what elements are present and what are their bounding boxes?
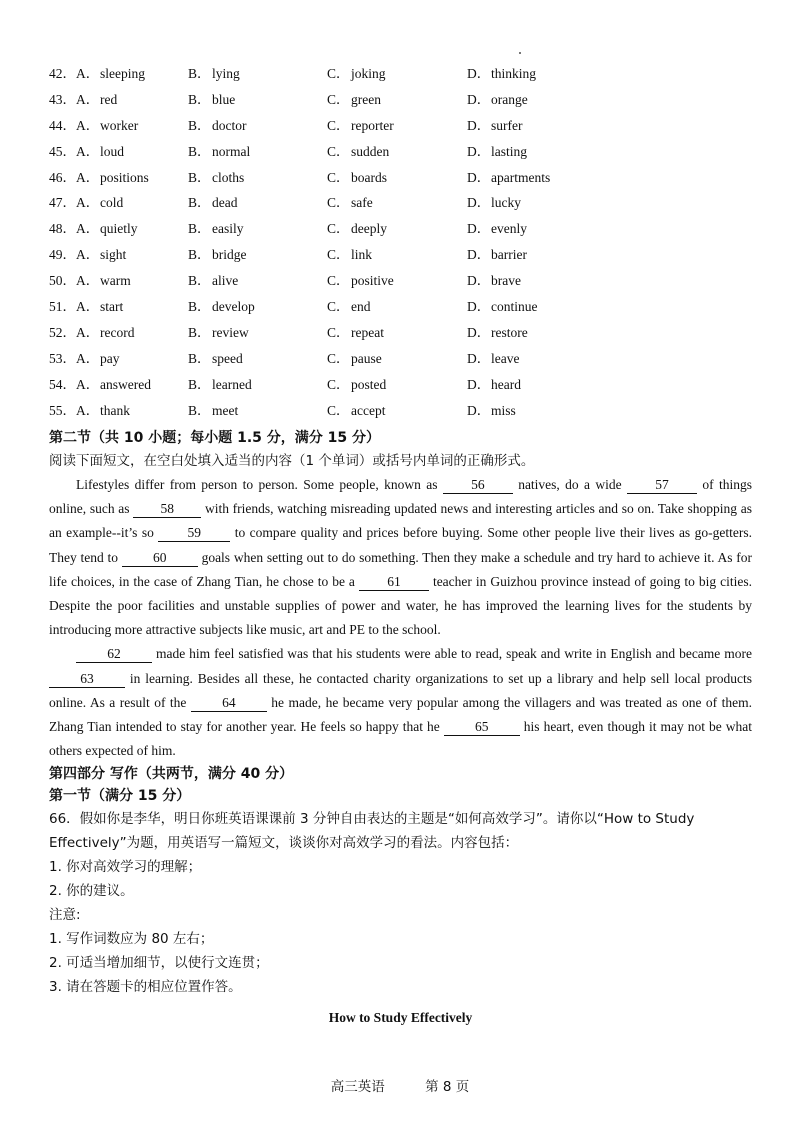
option-text: pause bbox=[351, 350, 382, 366]
option-letter: A． bbox=[76, 247, 100, 263]
option-text: quietly bbox=[100, 221, 138, 237]
option-letter: C． bbox=[327, 247, 350, 263]
option-letter: D． bbox=[467, 324, 491, 340]
option-d bbox=[467, 245, 527, 265]
question-number: 47． bbox=[49, 195, 76, 211]
passage-text: goals when setting out to do something. Then they make a schedule and try hard to achieve it. As for life choices, in the case of Zhang Tian, he chose to be a bbox=[49, 549, 753, 589]
option-letter: D． bbox=[467, 402, 491, 418]
option-text: bridge bbox=[212, 247, 247, 263]
option-letter: A． bbox=[76, 117, 100, 133]
option-c bbox=[327, 375, 386, 395]
question-row bbox=[49, 64, 749, 90]
option-text: record bbox=[100, 324, 135, 340]
passage-text: to compare quality and prices before buying. Some other people live their lives as go-getters. They tend to bbox=[49, 525, 752, 565]
option-text: heard bbox=[491, 376, 521, 392]
option-text: barrier bbox=[491, 247, 527, 263]
option-text: alive bbox=[212, 273, 239, 289]
blank-60: 60 bbox=[122, 550, 198, 567]
passage-text: his heart, even though it may not be what others expected of him. bbox=[49, 719, 753, 759]
option-text: green bbox=[351, 91, 381, 107]
option-c bbox=[327, 193, 373, 213]
option-letter: A． bbox=[76, 91, 100, 107]
option-letter: C． bbox=[327, 324, 350, 340]
option-b bbox=[188, 297, 255, 317]
option-text: worker bbox=[100, 117, 139, 133]
option-text: accept bbox=[351, 402, 386, 418]
question-number: 50． bbox=[49, 273, 76, 289]
option-text: speed bbox=[212, 350, 243, 366]
option-text: meet bbox=[212, 402, 239, 418]
option-text: surfer bbox=[491, 117, 523, 133]
option-c bbox=[327, 401, 385, 421]
option-a bbox=[76, 375, 151, 395]
option-text: loud bbox=[100, 143, 125, 159]
option-a bbox=[76, 64, 145, 84]
option-d bbox=[467, 349, 519, 369]
option-letter: D． bbox=[467, 143, 491, 159]
option-d bbox=[467, 375, 521, 395]
option-letter: C． bbox=[327, 169, 350, 185]
option-letter: C． bbox=[327, 143, 350, 159]
option-a bbox=[76, 168, 149, 188]
footer-subject: 高三英语 bbox=[330, 1079, 385, 1095]
option-text: reporter bbox=[351, 117, 394, 133]
option-c bbox=[327, 142, 389, 162]
main-content bbox=[49, 427, 752, 1029]
option-d bbox=[467, 64, 536, 84]
option-d bbox=[467, 193, 521, 213]
blank-57: 57 bbox=[627, 477, 697, 494]
option-c bbox=[327, 271, 394, 291]
passage-text: with friends, watching misreading updated news and interesting articles and so on. Take shopping as an example--it’s so bbox=[49, 501, 752, 541]
passage-paragraph-2 bbox=[49, 642, 752, 763]
option-text: cloths bbox=[212, 169, 245, 185]
passage-text: made him feel satisfied was that his students were able to read, speak and write in English and became more bbox=[152, 646, 752, 662]
question-row bbox=[49, 90, 749, 116]
option-a bbox=[76, 245, 126, 265]
option-text: answered bbox=[100, 376, 151, 392]
option-letter: D． bbox=[467, 247, 491, 263]
question-row bbox=[49, 193, 749, 219]
option-text: safe bbox=[351, 195, 373, 211]
option-text: easily bbox=[212, 221, 244, 237]
passage-text: in learning. Besides all these, he contacted charity organizations to set up a library and help sell local products online. As a result of the bbox=[49, 670, 752, 710]
option-text: link bbox=[351, 247, 373, 263]
option-text: orange bbox=[491, 91, 528, 107]
option-letter: B． bbox=[188, 299, 211, 315]
option-text: thinking bbox=[491, 66, 537, 81]
passage-text: Lifestyles differ from person to person. Some people, known as bbox=[76, 477, 443, 492]
passage-paragraph-1 bbox=[49, 473, 752, 642]
option-text: evenly bbox=[491, 221, 527, 237]
option-d bbox=[467, 142, 527, 162]
blank-64: 64 bbox=[191, 695, 267, 712]
question-number: 46． bbox=[49, 169, 76, 185]
option-text: apartments bbox=[491, 169, 551, 185]
option-d bbox=[467, 219, 527, 239]
option-b bbox=[188, 116, 247, 136]
blank-56: 56 bbox=[443, 477, 513, 494]
section2-heading: 第二节（共 10 小题；每小题 1.5 分，满分 15 分） bbox=[49, 430, 381, 446]
option-letter: B． bbox=[188, 273, 211, 289]
option-letter: A． bbox=[76, 376, 100, 392]
writing-prompt: 66．假如你是李华，明日你班英语课课前 3 分钟自由表达的主题是“如何高效学习”。请你以“How to Study Effectively”为题，用英语写一篇短文，谈谈你对高效学习的看法。内容包括： bbox=[49, 811, 695, 852]
option-text: sight bbox=[100, 247, 127, 263]
option-letter: A． bbox=[76, 169, 100, 185]
part4-section1-heading: 第一节（满分 15 分） bbox=[49, 788, 191, 805]
option-text: end bbox=[351, 299, 371, 315]
option-letter: B． bbox=[188, 91, 211, 107]
option-letter: B． bbox=[188, 143, 211, 159]
notes-label: 注意: bbox=[49, 907, 81, 924]
option-d bbox=[467, 168, 550, 188]
option-b bbox=[188, 90, 235, 110]
note-3: 3. 请在答题卡的相应位置作答。 bbox=[49, 979, 242, 996]
blank-65: 65 bbox=[444, 719, 520, 736]
option-b bbox=[188, 375, 252, 395]
option-letter: B． bbox=[188, 324, 211, 340]
question-number: 42． bbox=[49, 66, 76, 81]
option-c bbox=[327, 219, 387, 239]
question-number: 44． bbox=[49, 117, 76, 133]
option-text: doctor bbox=[212, 117, 247, 133]
question-number: 43． bbox=[49, 91, 76, 107]
option-text: sleeping bbox=[100, 66, 145, 81]
option-text: brave bbox=[491, 273, 521, 289]
option-letter: D． bbox=[467, 117, 491, 133]
option-text: restore bbox=[491, 324, 528, 340]
question-number: 52． bbox=[49, 324, 76, 340]
passage-text: teacher in Guizhou province instead of going to big cities. Despite the poor facilities and unstable supplies of power and water, he has improved the learning lives for the students by introducing more attractive subjects like music, art and PE to the school. bbox=[49, 573, 752, 638]
scan-speck bbox=[519, 52, 521, 54]
option-c bbox=[327, 245, 372, 265]
question-row bbox=[49, 245, 749, 271]
option-d bbox=[467, 297, 538, 317]
question-row bbox=[49, 401, 749, 427]
option-text: thank bbox=[100, 402, 130, 418]
option-letter: B． bbox=[188, 117, 211, 133]
option-text: positive bbox=[351, 273, 394, 289]
option-text: continue bbox=[491, 299, 538, 315]
note-1: 1. 写作词数应为 80 左右； bbox=[49, 931, 214, 948]
option-a bbox=[76, 193, 123, 213]
option-letter: C． bbox=[327, 117, 350, 133]
option-b bbox=[188, 323, 249, 343]
option-letter: B． bbox=[188, 195, 211, 211]
option-text: sudden bbox=[351, 143, 390, 159]
question-row bbox=[49, 323, 749, 349]
writing-point-1: 1. 你对高效学习的理解； bbox=[49, 859, 202, 876]
option-c bbox=[327, 64, 386, 84]
option-letter: C． bbox=[327, 376, 350, 392]
question-row bbox=[49, 297, 749, 323]
option-letter: D． bbox=[467, 350, 491, 366]
option-c bbox=[327, 90, 381, 110]
option-b bbox=[188, 64, 240, 84]
option-text: positions bbox=[100, 169, 149, 185]
question-row bbox=[49, 375, 749, 401]
blank-61: 61 bbox=[359, 574, 429, 591]
footer-page-number: 第 8 页 bbox=[425, 1079, 470, 1095]
essay-title: How to Study Effectively bbox=[328, 1010, 473, 1026]
option-c bbox=[327, 297, 371, 317]
option-c bbox=[327, 349, 382, 369]
writing-point-2: 2. 你的建议。 bbox=[49, 883, 134, 900]
option-d bbox=[467, 401, 516, 421]
option-text: learned bbox=[212, 376, 252, 392]
option-letter: D． bbox=[467, 169, 491, 185]
blank-59: 59 bbox=[158, 525, 230, 542]
question-number: 54． bbox=[49, 376, 76, 392]
option-text: lucky bbox=[491, 195, 521, 211]
passage-text: he made, he became very popular among the villagers and was treated as one of them. Zhang Tian intended to stay for another year. He feels so happy that he bbox=[49, 694, 752, 735]
option-text: lasting bbox=[491, 143, 527, 159]
question-row bbox=[49, 349, 749, 375]
option-b bbox=[188, 193, 237, 213]
multiple-choice-list bbox=[49, 64, 749, 426]
option-a bbox=[76, 349, 120, 369]
option-letter: A． bbox=[76, 221, 100, 237]
option-letter: D． bbox=[467, 91, 491, 107]
option-a bbox=[76, 90, 117, 110]
option-text: cold bbox=[100, 195, 124, 211]
blank-63: 63 bbox=[49, 671, 125, 688]
option-text: deeply bbox=[351, 221, 387, 237]
blank-62: 62 bbox=[76, 646, 152, 663]
option-letter: B． bbox=[188, 169, 211, 185]
option-letter: A． bbox=[76, 66, 100, 81]
question-row bbox=[49, 168, 749, 194]
option-letter: A． bbox=[76, 195, 100, 211]
option-letter: B． bbox=[188, 247, 211, 263]
option-b bbox=[188, 168, 244, 188]
option-text: warm bbox=[100, 273, 131, 289]
option-b bbox=[188, 245, 247, 265]
question-row bbox=[49, 116, 749, 142]
option-d bbox=[467, 271, 521, 291]
option-letter: A． bbox=[76, 324, 100, 340]
note-2: 2. 可适当增加细节，以使行文连贯； bbox=[49, 955, 269, 972]
option-letter: B． bbox=[188, 221, 211, 237]
option-letter: B． bbox=[188, 66, 211, 81]
question-row bbox=[49, 142, 749, 168]
option-text: normal bbox=[212, 143, 251, 159]
option-b bbox=[188, 219, 244, 239]
option-letter: A． bbox=[76, 273, 100, 289]
option-letter: C． bbox=[327, 221, 350, 237]
option-b bbox=[188, 349, 243, 369]
question-number: 53． bbox=[49, 350, 76, 366]
option-a bbox=[76, 401, 130, 421]
option-text: boards bbox=[351, 169, 387, 185]
option-b bbox=[188, 401, 238, 421]
option-letter: B． bbox=[188, 350, 211, 366]
question-number: 49． bbox=[49, 247, 76, 263]
option-text: miss bbox=[491, 402, 516, 418]
option-letter: A． bbox=[76, 299, 100, 315]
option-text: posted bbox=[351, 376, 387, 392]
option-d bbox=[467, 90, 528, 110]
option-letter: C． bbox=[327, 91, 350, 107]
blank-58: 58 bbox=[133, 501, 201, 518]
section2-instruction: 阅读下面短文，在空白处填入适当的内容（1 个单词）或括号内单词的正确形式。 bbox=[49, 453, 535, 469]
question-row bbox=[49, 271, 749, 297]
option-a bbox=[76, 116, 138, 136]
option-text: blue bbox=[212, 91, 236, 107]
option-text: review bbox=[212, 324, 249, 340]
option-letter: D． bbox=[467, 221, 491, 237]
option-c bbox=[327, 323, 384, 343]
option-text: pay bbox=[100, 350, 120, 366]
question-row bbox=[49, 219, 749, 245]
option-letter: A． bbox=[76, 143, 100, 159]
option-letter: D． bbox=[467, 195, 491, 211]
option-d bbox=[467, 116, 522, 136]
option-text: repeat bbox=[351, 324, 384, 340]
option-text: develop bbox=[212, 299, 255, 315]
option-letter: A． bbox=[76, 402, 100, 418]
option-text: red bbox=[100, 91, 118, 107]
passage-text: of things online, such as bbox=[49, 477, 752, 517]
option-a bbox=[76, 271, 131, 291]
option-letter: B． bbox=[188, 376, 211, 392]
option-letter: D． bbox=[467, 66, 491, 81]
question-number: 48． bbox=[49, 221, 76, 237]
option-text: dead bbox=[212, 195, 238, 211]
option-a bbox=[76, 297, 123, 317]
question-number: 51． bbox=[49, 299, 76, 315]
option-letter: A． bbox=[76, 350, 100, 366]
option-letter: D． bbox=[467, 299, 491, 315]
question-number: 45． bbox=[49, 143, 76, 159]
option-letter: B． bbox=[188, 402, 211, 418]
option-text: leave bbox=[491, 350, 520, 366]
option-c bbox=[327, 168, 387, 188]
option-letter: C． bbox=[327, 195, 350, 211]
option-text: lying bbox=[212, 66, 240, 81]
option-a bbox=[76, 323, 134, 343]
option-b bbox=[188, 271, 238, 291]
option-letter: C． bbox=[327, 273, 350, 289]
passage-text: natives, do a wide bbox=[512, 477, 627, 492]
option-b bbox=[188, 142, 250, 162]
option-letter: C． bbox=[327, 299, 350, 315]
option-letter: C． bbox=[327, 402, 350, 418]
option-letter: C． bbox=[327, 350, 350, 366]
option-d bbox=[467, 323, 528, 343]
option-text: joking bbox=[351, 66, 386, 81]
question-number: 55． bbox=[49, 402, 76, 418]
part4-heading: 第四部分 写作（共两节，满分 40 分） bbox=[49, 766, 294, 783]
option-c bbox=[327, 116, 394, 136]
option-letter: C． bbox=[327, 66, 350, 81]
option-text: start bbox=[100, 299, 124, 315]
page-footer bbox=[0, 1075, 800, 1095]
option-letter: D． bbox=[467, 376, 491, 392]
option-a bbox=[76, 219, 138, 239]
option-letter: D． bbox=[467, 273, 491, 289]
option-a bbox=[76, 142, 124, 162]
